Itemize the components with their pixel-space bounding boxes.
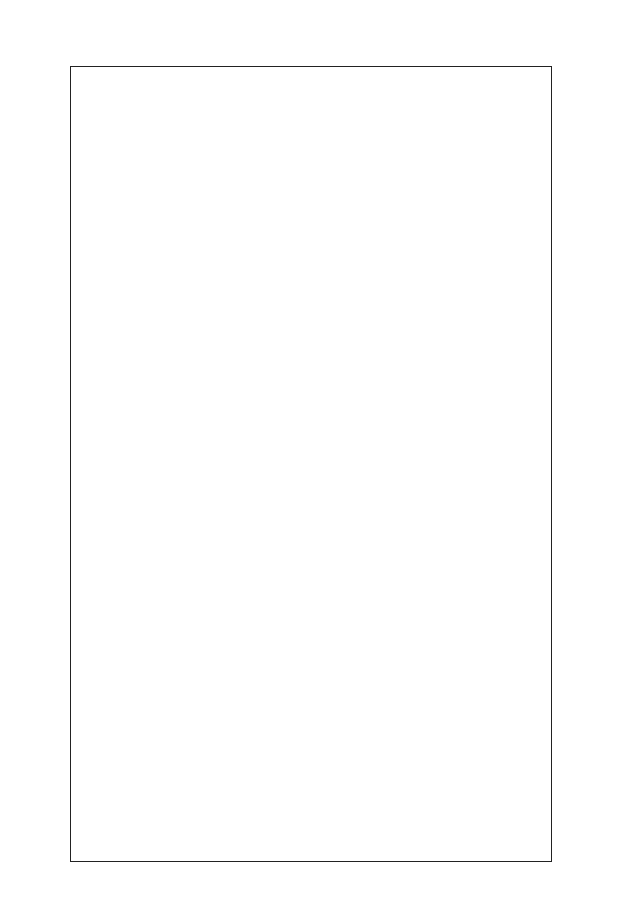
medicines-table (70, 66, 552, 862)
